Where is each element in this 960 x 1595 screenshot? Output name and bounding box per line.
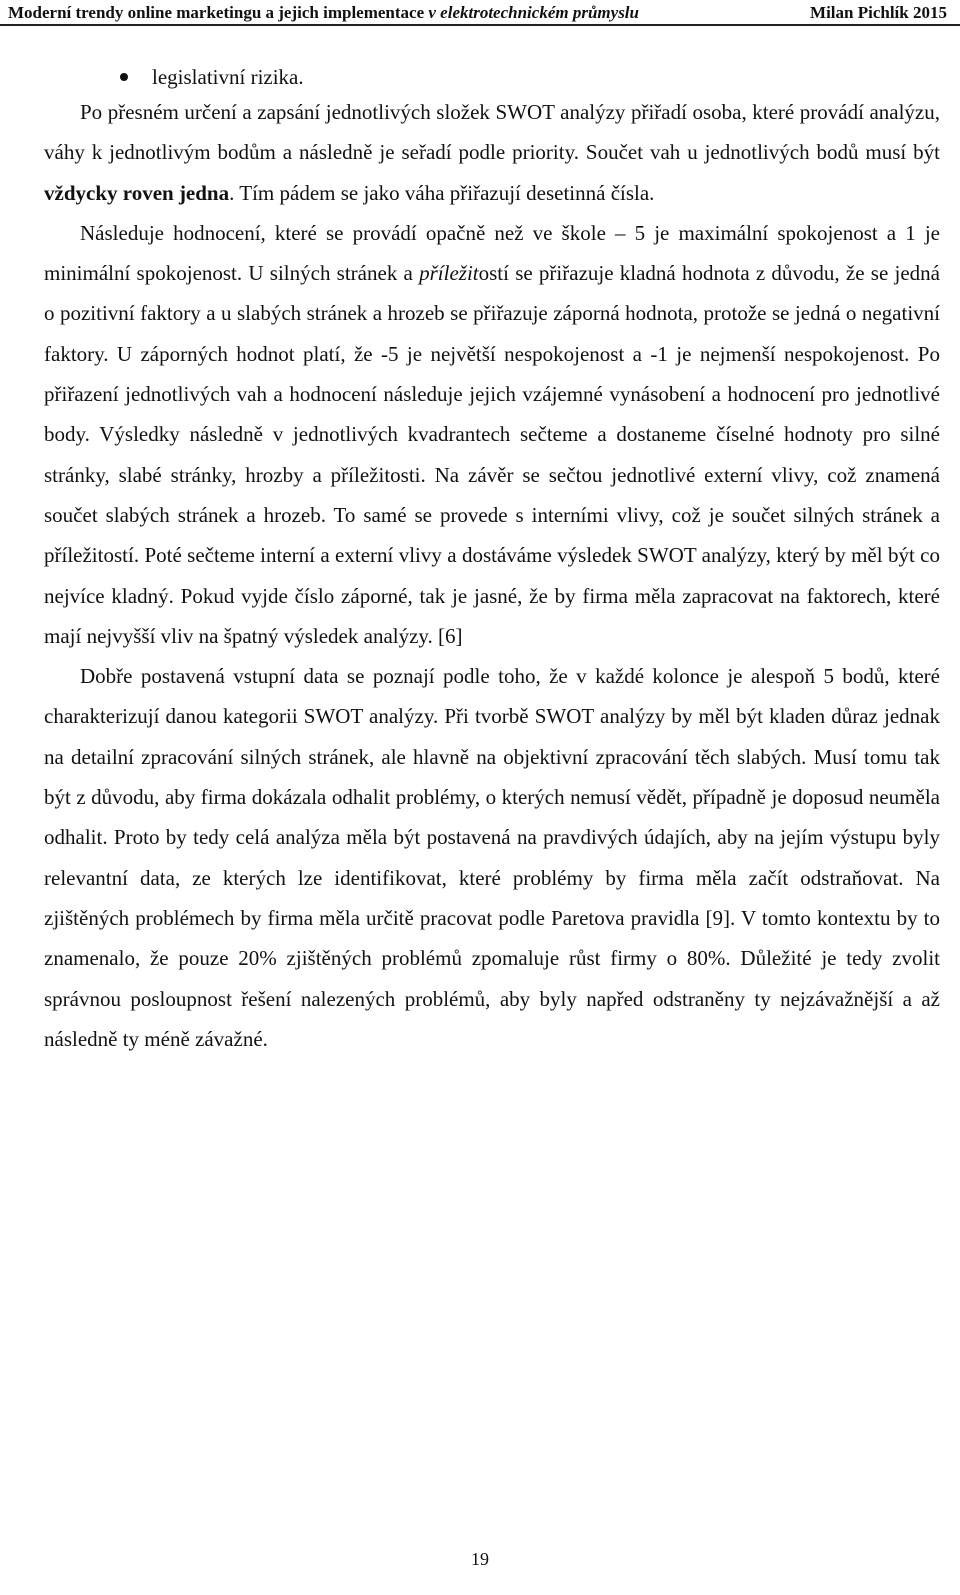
paragraph-input-data (44, 656, 940, 1059)
paragraph3-text: Dobře postavená vstupní data se poznají podle toho, že v každé kolonce je alespoň 5 bodů, které charakterizují danou kategorii SWOT analýzy. Při tvorbě SWOT analýzy by měl být kladen důraz jednak na detailní zpracování silných stránek, ale hlavně na objektivní zpracování těch slabých. Musí tomu tak být z důvodu, aby firma dokázala odhalit problémy, o kterých nemusí vědět, případně je doposud neuměla odhalit. Proto by tedy celá analýza měla být postavená na pravdivých údajích, aby na jejím výstupu byly relevantní data, ze kterých lze identifikovat, které problémy by firma měla začít odstraňovat. Na zjištěných problémech by firma měla určitě pracovat podle Paretova pravidla [9]. V tomto kontextu by to znamenalo, že pouze 20% zjištěných problémů zpomaluje růst firmy o 80%. Důležité je tedy zvolit správnou posloupnost řešení nalezených problémů, aby byly napřed odstraněny ty nejzávažnější a až následně ty méně závažné. (44, 664, 940, 1051)
page-body (44, 62, 940, 1059)
header-title-italic: v elektrotechnickém průmyslu (428, 3, 639, 22)
header-author-year: Milan Pichlík 2015 (810, 3, 947, 22)
paragraph1-bold: vždycky roven jedna (44, 180, 230, 205)
paragraph2-text-end: ostí se přiřazuje kladná hodnota z důvodu, že se jedná o pozitivní faktory a u slabých stránek a hrozeb se přiřazuje záporná hodnota, protože se jedná o negativní faktory. U záporných hodnot platí, že -5 je největší nespokojenost a -1 je nejmenší nespokojenost. Po přiřazení jednotlivých vah a hodnocení následuje jejich vzájemné vynásobení a hodnocení pro jednotlivé body. Výsledky následně v jednotlivých kvadrantech sečteme a dostaneme číselné hodnoty pro silné stránky, slabé stránky, hrozby a příležitosti. Na závěr se sečtou jednotlivé externí vlivy, což znamená součet slabých stránek a hrozeb. To samé se provede s interními vlivy, což je součet silných stránek a příležitostí. Poté sečteme interní a externí vlivy a dostáváme výsledek SWOT analýzy, který by měl být co nejvíce kladný. Pokud vyjde číslo záporné, tak je jasné, že by firma měla zapracovat na faktorech, které mají nejvyšší vliv na špatný výsledek analýzy. [6] (44, 261, 940, 648)
paragraph-swot-scoring (44, 213, 940, 656)
page-number: 19 (471, 1549, 489, 1569)
bullet-text: legislativní rizika. (152, 65, 304, 89)
paragraph-swot-weights (44, 92, 940, 213)
header-title-plain: Moderní trendy online marketingu a jejich implementace (8, 3, 425, 22)
paragraph1-text-end: . Tím pádem se jako váha přiřazují desetinná čísla. (229, 180, 655, 205)
running-header (0, 0, 960, 26)
header-title (8, 2, 639, 24)
paragraph2-italic: příležit (419, 261, 479, 286)
paragraph1-text: Po přesném určení a zapsání jednotlivých složek SWOT analýzy přiřadí osoba, které provádí analýzu, váhy k jednotlivým bodům a následně je seřadí podle priority. Součet vah u jednotlivých bodů musí být (44, 100, 940, 165)
paragraph2-text: Následuje hodnocení, které se provádí opačně než ve škole – 5 je maximální spokojenost a 1 je minimální spokojenost. U silných stránek a (44, 220, 940, 286)
bullet-list-item (44, 62, 940, 92)
bullet-icon (120, 73, 128, 81)
